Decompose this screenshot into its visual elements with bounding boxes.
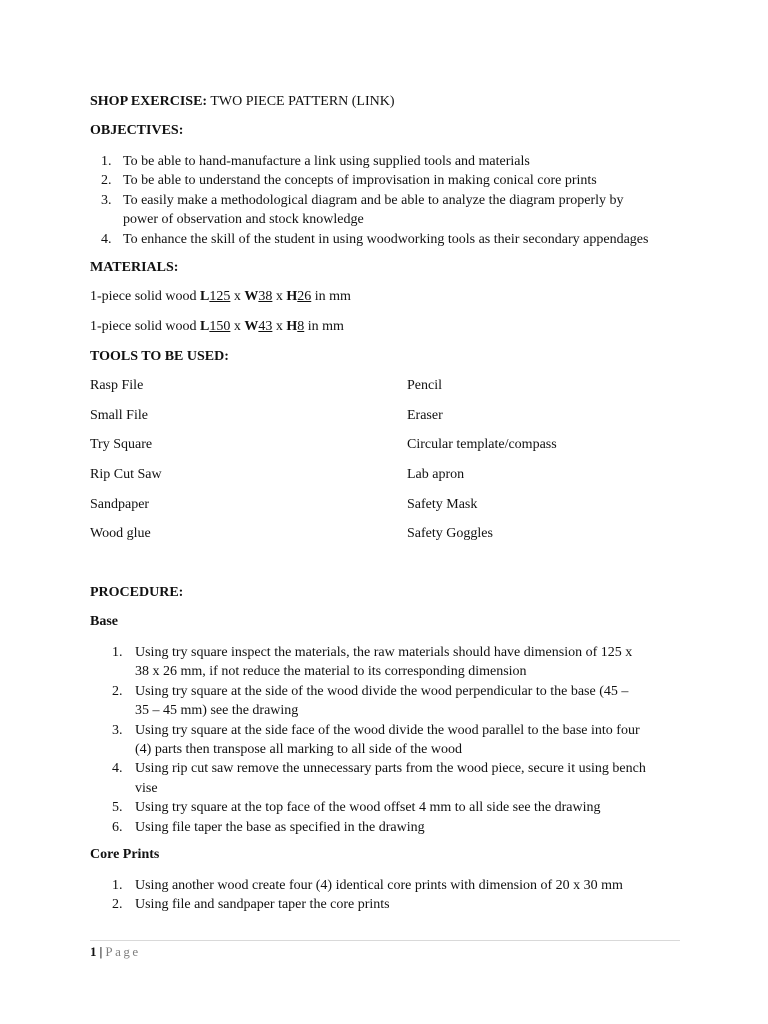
tool-item: Try Square xyxy=(90,437,153,452)
unit-text: in mm xyxy=(311,289,351,304)
tools-heading: TOOLS TO BE USED: xyxy=(90,349,229,364)
material-description: 1-piece solid wood xyxy=(90,289,201,304)
list-item-text: Using file and sandpaper taper the core prints xyxy=(135,897,390,913)
list-number: 1. xyxy=(112,645,123,660)
list-item-text: Using another wood create four (4) identical core prints with dimension of 20 x 30 mm xyxy=(135,878,623,893)
exercise-title xyxy=(90,94,395,110)
times-sign: x xyxy=(272,319,287,334)
exercise-title-text: TWO PIECE PATTERN (LINK) xyxy=(210,94,395,109)
procedure-heading: PROCEDURE: xyxy=(90,585,184,600)
tool-item: Pencil xyxy=(407,378,442,393)
footer-separator: | xyxy=(99,944,103,959)
height-value: 26 xyxy=(297,289,312,304)
length-label: L xyxy=(200,289,210,304)
tool-item: Small File xyxy=(90,408,148,423)
height-value: 8 xyxy=(297,319,305,334)
list-item-text: 38 x 26 mm, if not reduce the material to its corresponding dimension xyxy=(135,664,527,680)
tool-item: Wood glue xyxy=(90,526,151,541)
base-subheading: Base xyxy=(90,614,118,629)
length-value: 150 xyxy=(209,319,231,334)
list-number: 3. xyxy=(101,192,112,208)
width-label: W xyxy=(244,289,259,304)
core-print-step-item xyxy=(112,895,686,914)
core-prints-subheading: Core Prints xyxy=(90,847,160,862)
list-item-text: power of observation and stock knowledge xyxy=(123,212,364,228)
base-step-item xyxy=(112,798,686,817)
material-description: 1-piece solid wood xyxy=(90,319,201,334)
tool-item: Rip Cut Saw xyxy=(90,467,162,482)
materials-heading: MATERIALS: xyxy=(90,260,179,275)
list-number: 2. xyxy=(112,683,123,699)
tool-item: Circular template/compass xyxy=(407,437,557,452)
core-print-step-item xyxy=(112,876,686,895)
list-item-text: Using try square inspect the materials, the raw materials should have dimension of 125 x xyxy=(135,645,633,660)
core-prints-steps-list xyxy=(112,876,686,915)
list-item-text: To be able to hand-manufacture a link using supplied tools and materials xyxy=(123,154,530,169)
base-step-item xyxy=(112,682,686,721)
list-number: 4. xyxy=(101,231,112,247)
list-item-text: To enhance the skill of the student in using woodworking tools as their secondary appendages xyxy=(123,231,649,247)
objective-item xyxy=(101,230,686,249)
tool-item: Rasp File xyxy=(90,378,144,393)
base-step-item xyxy=(112,759,686,798)
width-label: W xyxy=(244,319,259,334)
base-step-item xyxy=(112,643,686,682)
list-item-text: To be able to understand the concepts of improvisation in making conical core prints xyxy=(123,173,597,189)
width-value: 38 xyxy=(258,289,273,304)
list-item-text: Using try square at the side of the wood divide the wood perpendicular to the base (45 – xyxy=(135,683,629,699)
width-value: 43 xyxy=(258,319,273,334)
times-sign: x xyxy=(230,319,245,334)
length-label: L xyxy=(200,319,210,334)
list-item-text: Using try square at the side face of the wood divide the wood parallel to the base into four xyxy=(135,722,640,738)
tool-item: Safety Mask xyxy=(407,497,478,512)
page-footer xyxy=(90,944,141,960)
page-word: Page xyxy=(105,944,141,959)
objective-item xyxy=(101,191,686,230)
list-item-text: To easily make a methodological diagram and be able to analyze the diagram properly by xyxy=(123,192,624,208)
objectives-heading: OBJECTIVES: xyxy=(90,123,184,138)
height-label: H xyxy=(286,319,298,334)
base-step-item xyxy=(112,818,686,837)
list-number: 6. xyxy=(112,819,123,835)
list-number: 4. xyxy=(112,761,123,777)
footer-divider xyxy=(90,940,680,941)
times-sign: x xyxy=(272,289,287,304)
list-item-text: 35 – 45 mm) see the drawing xyxy=(135,703,299,719)
list-item-text: vise xyxy=(135,780,158,796)
times-sign: x xyxy=(230,289,245,304)
exercise-title-label: SHOP EXERCISE: xyxy=(90,94,208,109)
objectives-list xyxy=(101,152,686,249)
tool-item: Sandpaper xyxy=(90,497,150,512)
list-number: 1. xyxy=(101,154,112,169)
list-item-text: (4) parts then transpose all marking to all side of the wood xyxy=(135,742,462,758)
objective-item xyxy=(101,152,686,171)
objective-item xyxy=(101,171,686,190)
list-item-text: Using try square at the top face of the wood offset 4 mm to all side see the drawing xyxy=(135,800,601,816)
list-item-text: Using file taper the base as specified in the drawing xyxy=(135,819,425,835)
material-line xyxy=(90,289,351,305)
base-steps-list xyxy=(112,643,686,837)
list-number: 2. xyxy=(112,897,123,913)
material-line xyxy=(90,319,344,335)
page-number: 1 xyxy=(90,944,97,959)
list-number: 3. xyxy=(112,722,123,738)
list-item-text: Using rip cut saw remove the unnecessary parts from the wood piece, secure it using bench xyxy=(135,761,646,777)
length-value: 125 xyxy=(209,289,231,304)
list-number: 2. xyxy=(101,173,112,189)
height-label: H xyxy=(286,289,298,304)
list-number: 5. xyxy=(112,800,123,816)
tool-item: Eraser xyxy=(407,408,443,423)
unit-text: in mm xyxy=(304,319,344,334)
list-number: 1. xyxy=(112,878,123,893)
tool-item: Lab apron xyxy=(407,467,465,482)
tool-item: Safety Goggles xyxy=(407,526,493,541)
base-step-item xyxy=(112,721,686,760)
